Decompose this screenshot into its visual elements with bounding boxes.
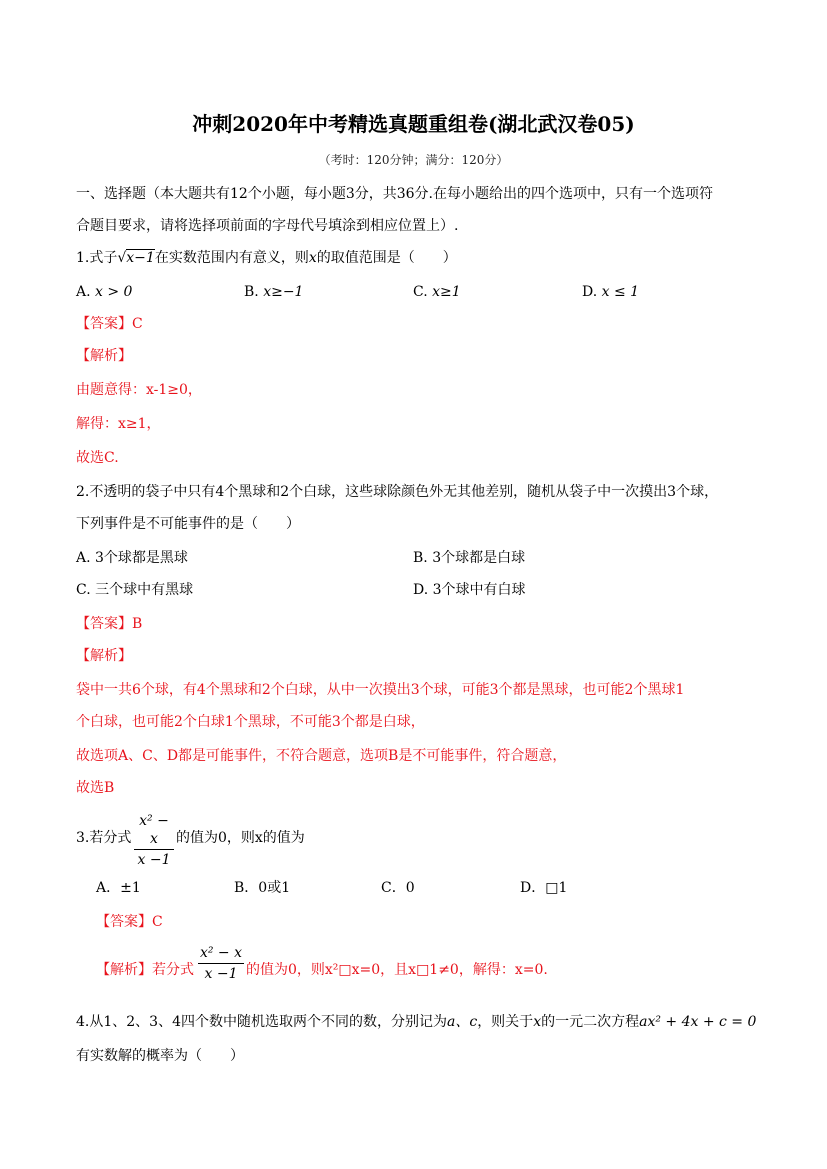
question-2-option-a: A. 3个球都是黑球	[76, 550, 188, 566]
question-3-analysis-prefix: 若分式	[152, 962, 194, 978]
question-4-prefix: 4.从1、2、3、4四个数中随机选取两个不同的数，分别记为	[76, 1014, 447, 1030]
question-2-option-c: C. 三个球中有黑球	[76, 582, 194, 598]
fraction-bar	[198, 963, 244, 964]
question-1-analysis-label: 【解析】	[76, 348, 132, 364]
question-4-mid2: 的一元二次方程	[541, 1014, 640, 1030]
question-3-prefix: 3.若分式	[76, 830, 132, 846]
question-4-stem-line-1	[76, 1012, 756, 1032]
page-title: 冲刺2020年中考精选真题重组卷(湖北武汉卷05)	[192, 112, 635, 136]
question-3-fraction	[134, 812, 174, 869]
question-3-suffix: 的值为0，则x的值为	[176, 830, 305, 846]
question-3-option-d: D．□1	[520, 880, 568, 896]
fraction-denominator: x −1	[204, 966, 238, 982]
question-2-option-b: B. 3个球都是白球	[413, 550, 526, 566]
question-1-stem	[76, 248, 457, 268]
question-2-analysis-line: 故选B	[76, 780, 115, 796]
question-3-option-a: A．±1	[96, 880, 141, 896]
question-1-analysis-line: 故选C.	[76, 450, 119, 466]
question-1-analysis-line: 解得：x≥1，	[76, 416, 161, 432]
question-3-option-c: C．0	[381, 880, 415, 896]
question-2-analysis-line: 个白球，也可能2个白球1个黑球，不可能3个都是白球，	[76, 714, 425, 730]
question-1-option-d: D. x ≤ 1	[582, 284, 640, 300]
question-1-radicand: x−1	[126, 250, 155, 266]
question-1-option-c: C. x≥1	[413, 284, 461, 300]
question-3-analysis-suffix: 的值为0，则x²□x=0，且x□1≠0，解得：x=0.	[246, 962, 548, 978]
question-3-analysis-label: 【解析】	[96, 962, 152, 978]
question-2-stem-line-1: 2.不透明的袋子中只有4个黑球和2个白球，这些球除颜色外无其他差别，随机从袋子中一次摸出3个球，	[76, 484, 719, 500]
question-4-equation: ax² + 4x + c = 0	[639, 1014, 757, 1030]
question-2-answer: 【答案】B	[76, 616, 143, 632]
fraction-bar	[134, 849, 174, 850]
question-3-option-b: B．0或1	[234, 880, 291, 896]
question-3-analysis-fraction	[198, 944, 244, 983]
question-1-option-a: A. x > 0	[76, 284, 133, 300]
question-3-answer: 【答案】C	[96, 914, 163, 930]
question-4-mid: ，则关于	[477, 1014, 534, 1030]
fraction-numerator: x² − x	[139, 813, 169, 847]
section-instructions-line-1: 一、选择题（本大题共有12个小题，每小题3分，共36分.在每小题给出的四个选项中，只有一个选项符	[76, 186, 713, 202]
question-2-analysis-label: 【解析】	[76, 648, 132, 664]
question-1-prefix: 1.式子	[76, 250, 118, 266]
question-4-vars: a、c	[447, 1014, 478, 1030]
question-1-suffix: 在实数范围内有意义，则	[154, 250, 309, 266]
question-2-stem-line-2: 下列事件是不可能事件的是（ ）	[76, 516, 300, 532]
question-4-stem-line-2: 有实数解的概率为（ ）	[76, 1048, 244, 1064]
exam-info: （考时：120分钟；满分：120分）	[318, 153, 509, 167]
question-1-answer: 【答案】C	[76, 316, 143, 332]
question-2-analysis-line: 袋中一共6个球，有4个黑球和2个白球，从中一次摸出3个球，可能3个都是黑球，也可能2个黑球1	[76, 682, 685, 698]
question-1-var: x	[308, 250, 317, 266]
question-2-analysis-line: 故选项A、C、D都是可能事件，不符合题意，选项B是不可能事件，符合题意，	[76, 748, 567, 764]
question-1-analysis-line: 由题意得：x-1≥0，	[76, 382, 202, 398]
section-instructions-line-2: 合题目要求，请将选择项前面的字母代号填涂到相应位置上）.	[76, 218, 459, 234]
question-1-suffix2: 的取值范围是（ ）	[316, 250, 457, 266]
sqrt-symbol: √	[117, 250, 127, 266]
question-2-option-d: D. 3个球中有白球	[413, 582, 526, 598]
question-3-analysis	[96, 960, 194, 980]
question-1-option-b: B. x≥−1	[244, 284, 304, 300]
fraction-numerator: x² − x	[199, 945, 243, 961]
question-4-var-x: x	[533, 1014, 542, 1030]
fraction-denominator: x −1	[137, 852, 171, 868]
